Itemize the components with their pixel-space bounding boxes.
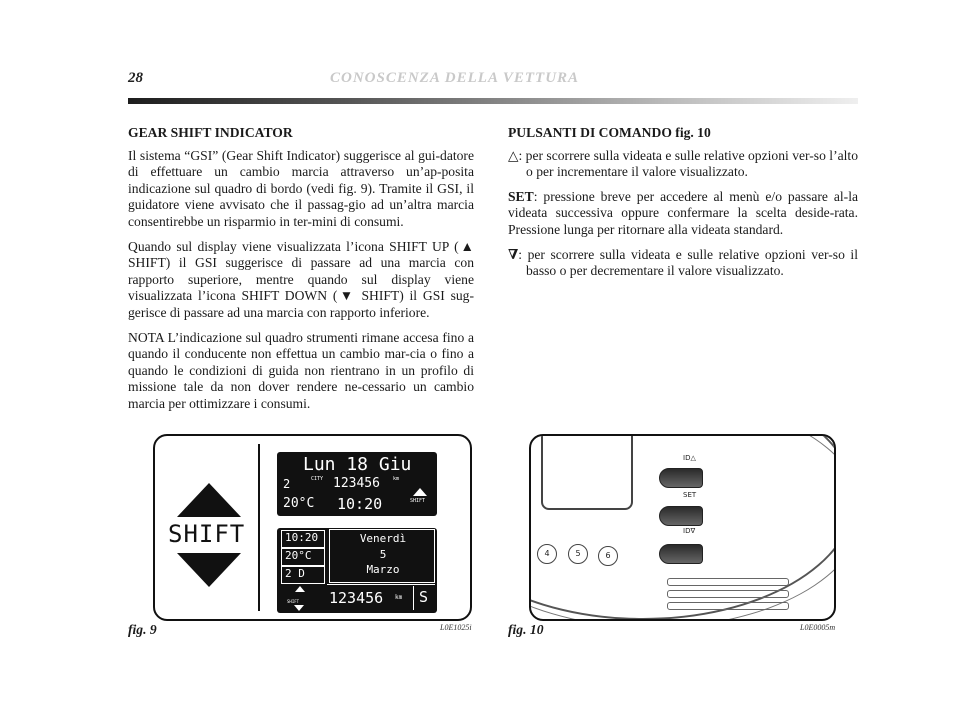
page-number: 28 (128, 70, 143, 86)
shift-down-symbol: ▼ (337, 288, 356, 304)
lcd-side-time-box (281, 530, 325, 548)
running-head: CONOSCENZA DELLA VETTURA (330, 70, 580, 86)
figure-10-code: L0E0005m (800, 623, 836, 632)
figure-9-caption: fig. 9 (128, 622, 157, 637)
lcd-mode-letter: S (419, 588, 429, 606)
figure-9 (153, 434, 472, 621)
vent-slots (667, 574, 787, 614)
lcd-date: Lun 18 Giu (303, 454, 412, 475)
display-bottom (277, 528, 437, 613)
lcd-km-unit: km (393, 476, 400, 482)
shift-panel (155, 436, 267, 619)
lcd-side-time: 10:20 (285, 531, 319, 544)
gsi-p2-part-b: SHIFT) il GSI suggerisce di passare ad una marcia con rapporto superiore, mentre quando sul display viene visualizzata l’icona SHIFT DOWN ( (128, 255, 474, 304)
up-button-text: : per scorrere sulla videata e sulle relative opzioni ver-so l’alto o per incrementare il valore visualizzato. (518, 147, 858, 180)
left-column (128, 125, 474, 421)
set-button-text: : pressione breve per accedere al menù e/o passare al-la videata successiva oppure confermare la scelta deside-rata. Pressione lunga per ritornare alla videata standard. (508, 188, 858, 237)
set-button (659, 506, 703, 526)
down-button-description (508, 247, 858, 280)
lcd-km-unit-bottom: km (395, 594, 403, 601)
set-button-label: SET (683, 491, 697, 499)
shift-up-arrow-icon (177, 483, 241, 517)
vent-slot (667, 578, 789, 586)
shift-down-small-icon (294, 605, 304, 611)
header-rule (128, 98, 858, 104)
shift-label: SHIFT (168, 520, 246, 548)
display-top (277, 452, 437, 516)
lcd-odometer-bottom: 123456 (329, 589, 384, 607)
lcd-side-gear: 2 D (285, 567, 305, 580)
shift-down-arrow-icon (177, 553, 241, 587)
vent-slot (667, 602, 789, 610)
gsi-p2-part-a: Quando sul display viene visualizzata l’icona SHIFT UP ( (128, 238, 459, 254)
lcd-odometer: 123456 (333, 476, 380, 491)
lcd-shift-badge: SHIFT (410, 498, 426, 504)
lcd-temperature: 20°C (283, 496, 315, 511)
lcd-shift-badge-bottom: SHIFT (287, 599, 300, 604)
knob-6: 6 (598, 546, 618, 566)
gsi-note: NOTA L’indicazione sul quadro strumenti rimane accesa fino a quando il conducente non effettua un cambio mar-cia o fino a quando le condizioni di guida non rientrano in un profilo di missione tale da non dover rendere ne-cessario un cambio marcia per ottimizzare i consumi. (128, 329, 474, 411)
gsi-paragraph-1: Il sistema “GSI” (Gear Shift Indicator) suggerisce al gui-datore di effettuare un cambio marcia attraverso un’ap-posita indicazione sul quadro di bordo (vedi fig. 9). Tramite il GSI, il guidatore viene avvisato che il passag-gio ad un’altra marcia consentirebbe un risparmio in ter-mini di consumi. (128, 147, 474, 229)
down-triangle-icon: ∇ (508, 246, 519, 262)
gsi-title: GEAR SHIFT INDICATOR (128, 125, 293, 140)
knob-4: 4 (537, 544, 557, 564)
lcd-day-name: Venerdì (359, 532, 407, 545)
figure-9-code: L0E1025i (440, 623, 472, 632)
lcd-side-temperature: 20°C (285, 549, 312, 562)
shift-up-small-icon (295, 586, 305, 592)
lcd-side-temp-box (281, 548, 325, 566)
down-button-text: : per scorrere sulla videata e sulle relative opzioni ver-so il basso o per decrementare il valore visualizzato. (518, 246, 858, 279)
lcd-day-number: 5 (379, 548, 387, 561)
set-label: SET (508, 188, 534, 204)
lcd-gear: 2 (283, 477, 291, 491)
set-button-description (508, 189, 858, 239)
shift-up-symbol: ▲ (458, 238, 474, 254)
down-button-label: ID∇ (683, 527, 696, 535)
lcd-side-gear-box (281, 566, 325, 584)
figure-10-caption: fig. 10 (508, 622, 544, 637)
up-triangle-icon: △ (508, 147, 519, 163)
up-button (659, 468, 703, 488)
gsi-p2-part-c: SHIFT) il GSI sug-gerisce di passare ad una marcia con rapporto inferiore. (128, 288, 474, 320)
gsi-paragraph-2 (128, 239, 474, 322)
figure-10 (529, 434, 836, 621)
figure-divider (258, 444, 260, 611)
lcd-time: 10:20 (337, 495, 383, 513)
vent-slot (667, 590, 789, 598)
lcd-separator (327, 584, 435, 585)
up-button-description (508, 148, 858, 181)
up-button-label: ID△ (683, 454, 696, 462)
shift-up-badge-icon (413, 488, 427, 496)
down-button (659, 544, 703, 564)
lcd-city-label: CITY (311, 476, 324, 482)
right-column (508, 125, 858, 288)
knob-5: 5 (568, 544, 588, 564)
lcd-vertical-separator (413, 586, 414, 610)
lcd-month: Marzo (366, 563, 400, 576)
buttons-title: PULSANTI DI COMANDO fig. 10 (508, 125, 711, 140)
dashboard-screen (541, 434, 633, 510)
